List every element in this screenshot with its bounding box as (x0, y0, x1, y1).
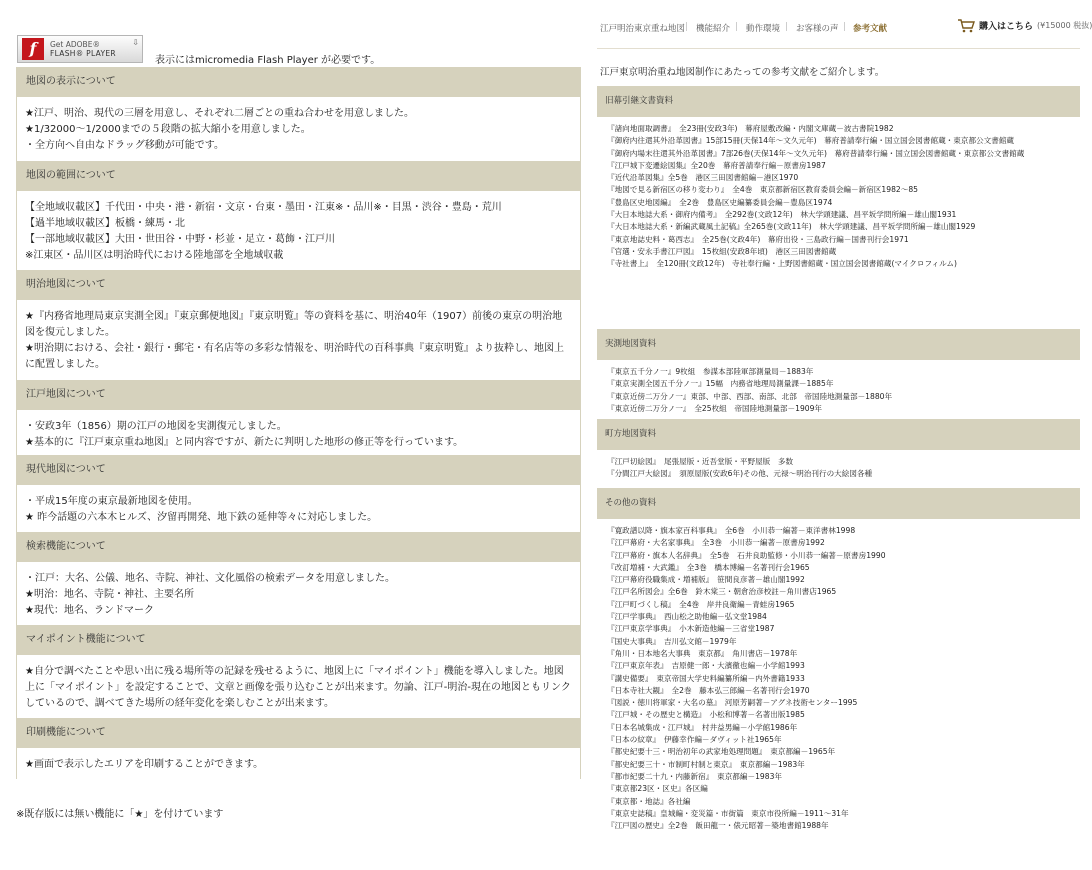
reference-item: 『寺社書上』 全120冊(文政12年) 寺社奉行編・上野図書館蔵・国立国会図書館蔵(マイクロフィルム) (607, 259, 957, 269)
feature-section-heading: 現代地図について (16, 455, 581, 485)
feature-line: ★画面で表示したエリアを印刷することができます。 (25, 759, 264, 770)
reference-category-body (597, 117, 1080, 329)
feature-section-heading: 検索機能について (16, 532, 581, 562)
reference-item: 『分間江戸大絵図』 須原屋版(安政6年)その他、元禄～明治刊行の大絵図各種 (607, 469, 873, 479)
reference-item: 『講史備要』 東京帝国大学史料編纂所編－内外書籍1933 (607, 673, 805, 683)
reference-item: 『江戸東京学事典』 小木新造他編－三省堂1987 (607, 624, 775, 634)
feature-line: ※江東区・品川区は明治時代における陸地部を全地域収載 (25, 250, 284, 261)
feature-line: ★明治：地名、寺院・神社、主要名所 (25, 589, 194, 600)
reference-item: 『日本寺社大観』 全2巻 藤本弘三郎編－名著刊行会1970 (607, 685, 810, 695)
feature-line: ・平成15年度の東京最新地図を使用。 (25, 496, 198, 507)
reference-category-body (597, 519, 1080, 870)
reference-item: 『江戸町づくし稿』 全4巻 岸井良衛編－青蛙房1965 (607, 599, 795, 609)
feature-line: ・江戸：大名、公儀、地名、寺院、神社、文化風俗の検索データを用意しました。 (25, 573, 395, 584)
reference-item: 『御府内往還其外沿革図書』15部15冊(天保14年～文久元年) 幕府普請奉行編・国立国会図書館蔵・東京都公文書館蔵 (607, 136, 1015, 146)
references-intro: 江戸東京明治重ね地図制作にあたっての参考文献をご紹介します。 (600, 67, 885, 78)
feature-line: ・全方向へ自由なドラッグ移動が可能です。 (25, 140, 224, 151)
reference-item: 『東京五千分ノ一』9枚組 参謀本部陸軍部測量局－1883年 (607, 367, 814, 376)
reference-item: 『江戸城下変遷絵図集』全20巻 幕府普請奉行編－原書房1987 (607, 160, 826, 170)
reference-category-body (597, 450, 1080, 488)
reference-category-heading: 町方地図資料 (597, 419, 1080, 450)
nav-item-home[interactable]: 江戸明治東京重ね地図 (600, 24, 686, 34)
reference-item: 『江戸東京年表』 吉原健一郎・大濱徹也編－小学館1993 (607, 661, 805, 671)
reference-item: 『東京地誌史料・葛西志』 全25巻(文政4年) 幕府出役・三島政行編－国書刊行会1971 (607, 234, 909, 244)
reference-item: 『江戸名所図会』全6巻 鈴木棠三・朝倉治彦校註－角川書店1965 (607, 587, 837, 597)
reference-item: 『日本の紋章』 伊藤幸作編－ダヴィット社1965年 (607, 735, 782, 745)
reference-item: 『東京実測全図五千分ノ一』15幅 内務省地理局測量課－1885年 (607, 379, 834, 389)
purchase-price: (¥15000 税抜) (1037, 21, 1092, 30)
nav-item-references[interactable]: 参考文献 (853, 24, 888, 34)
flash-badge-line2: FLASH® PLAYER (50, 49, 116, 58)
references-panel (597, 0, 1092, 848)
nav-separator: | (785, 22, 788, 32)
nav-item-features[interactable]: 機能紹介 (696, 24, 731, 34)
reference-category-body (597, 360, 1080, 419)
reference-item: 『都市紀要二十九・内藤新宿』 東京都編－1983年 (607, 771, 782, 781)
reference-category-heading: 実測地図資料 (597, 329, 1080, 360)
reference-item: 『都史紀要十三・明治初年の武家地処理問題』 東京都編－1965年 (607, 747, 836, 757)
nav-separator: | (843, 22, 846, 32)
feature-line: ・安政3年（1856）期の江戸の地図を実測復元しました。 (25, 421, 287, 432)
feature-section-body (16, 97, 581, 161)
reference-item: 『地図で見る新宿区の移り変わり』 全4巻 東京都新宿区教育委員会編－新宿区1982～85 (607, 185, 918, 195)
feature-section-heading: 印刷機能について (16, 718, 581, 748)
feature-line: ★江戸、明治、現代の三層を用意し、それぞれ二層ごとの重ね合わせを用意しました。 (25, 108, 414, 119)
feature-section-heading: 地図の範囲について (16, 161, 581, 191)
reference-item: 『大日本地誌大系・御府内備考』 全292巻(文政12年) 林大学頭建議、昌平坂学問所編－雄山閣1931 (607, 210, 957, 220)
nav-item-voices[interactable]: お客様の声 (796, 24, 839, 34)
feature-section-body (16, 410, 581, 455)
reference-item: 『図説・徳川将軍家・大名の墓』 河原芳嗣著－アグネ技術センター1995 (607, 698, 858, 708)
reference-item: 『江戸城・その歴史と構造』 小松和博著－名著出版1985 (607, 710, 805, 720)
reference-item: 『官選・安永手書江戸図』 15枚組(安政8年頃) 港区三田図書館蔵 (607, 246, 837, 256)
feature-section-heading: マイポイント機能について (16, 625, 581, 655)
reference-category-heading: その他の資料 (597, 488, 1080, 519)
reference-item: 『東京近傍二万分ノ一』東部、中部、西部、南部、北部 帝国陸地測量部－1880年 (607, 391, 893, 401)
flash-badge-line1: Get ADOBE® (50, 40, 100, 49)
reference-item: 『東京都・地誌』各社編 (607, 796, 691, 806)
reference-item: 『東京都23区・区史』各区編 (607, 784, 708, 794)
shopping-cart-icon (957, 18, 975, 33)
flash-logo-icon: f (22, 38, 44, 60)
purchase-link[interactable] (957, 18, 1092, 33)
top-navigation (597, 0, 1092, 49)
reference-item: 『国史大事典』 吉川弘文館－1979年 (607, 636, 737, 646)
flash-requirement-text: 表示にはmicromedia Flash Player が必要です。 (155, 55, 381, 66)
feature-section-body (16, 485, 581, 532)
feature-line: 【過半地域収載区】板橋・練馬・北 (25, 218, 185, 229)
purchase-label: 購入はこちら (979, 22, 1034, 32)
reference-item: 『都史紀要三十・市制町村制と東京』 東京都編－1983年 (607, 759, 805, 769)
feature-section-body (16, 300, 581, 380)
reference-item: 『近代沿革図集』全5巻 港区三田図書館編－港区1970 (607, 173, 799, 183)
nav-item-requirements[interactable]: 動作環境 (746, 24, 781, 34)
download-arrow-icon: ⇩ (132, 38, 139, 47)
reference-item: 『江戸切絵図』 尾張屋版・近吾堂版・平野屋版 多数 (607, 457, 794, 466)
reference-item: 『改訂増補・大武鑑』 全3巻 橋本博編－名著刊行会1965 (607, 562, 810, 572)
feature-line: ★ 昨今話題の六本木ヒルズ、汐留再開発、地下鉄の延伸等々に対応しました。 (25, 512, 378, 523)
feature-section-heading: 地図の表示について (16, 67, 581, 97)
reference-item: 『角川・日本地名大事典 東京都』 角川書店－1978年 (607, 648, 798, 658)
reference-item: 『江戸図の歴史』全2巻 飯田龍一・俵元昭著－築地書館1988年 (607, 821, 829, 831)
feature-section-body (16, 562, 581, 625)
feature-line: ★自分で調べたことや思い出に残る場所等の記録を残せるように、地図上に「マイポイント」機能を導入しました。地図上に「マイポイント」を設定することで、文章と画像を張り込むことが出来ます。勿論、江戸-明治-現在の地図ともリンクしているので、調べてきた場所の経年変化を楽しむことが出来ます。 (25, 666, 571, 709)
feature-section-body (16, 655, 581, 718)
feature-section-body (16, 191, 581, 270)
feature-section-heading: 明治地図について (16, 270, 581, 300)
feature-line: ★現代：地名、ランドマーク (25, 605, 154, 616)
reference-item: 『諸向地面取調書』 全23冊(安政3年) 幕府屋敷改編・内閣文庫蔵－波古書院1982 (607, 124, 894, 133)
nav-separator: | (735, 22, 738, 32)
feature-section-body (16, 748, 581, 779)
nav-separator: | (685, 22, 688, 32)
footnote: ※既存版には無い機能に「★」を付けています (16, 809, 224, 820)
feature-line: ★『内務省地理局東京実測全図』『東京郵便地図』『東京明覧』等の資料を基に、明治40年（1907）前後の東京の明治地図を復元しました。 (25, 311, 563, 338)
feature-line: 【一部地域収載区】大田・世田谷・中野・杉並・足立・葛飾・江戸川 (25, 234, 335, 245)
reference-item: 『御府内場末往還其外沿革図書』7部26巻(天保14年～文久元年) 幕府普請奉行編・国立国会図書館蔵・東京都公文書館蔵 (607, 148, 1025, 158)
reference-item: 『東京近傍二万分ノ一』 全25枚組 帝国陸地測量部－1909年 (607, 403, 823, 413)
get-flash-player-badge[interactable] (17, 35, 143, 63)
reference-item: 『江戸学事典』 西山松之助他編－弘文堂1984 (607, 612, 767, 622)
reference-item: 『江戸幕府・旗本人名辞典』 全5巻 石井良助監修・小川恭一編著－原書房1990 (607, 550, 886, 560)
reference-item: 『寛政譜以降・旗本家百科事典』 全6巻 小川恭一編著－東洋書林1998 (607, 526, 856, 535)
reference-item: 『大日本地誌大系・新編武蔵風土記稿』全265巻(文政11年) 林大学頭建議、昌平坂学問所編－雄山閣1929 (607, 222, 976, 232)
reference-category-heading: 旧幕引継文書資料 (597, 86, 1080, 117)
feature-line: 【全地域収載区】千代田・中央・港・新宿・文京・台東・墨田・江東※・品川※・目黒・渋谷・豊島・荒川 (25, 202, 502, 213)
feature-line: ★明治期における、会社・銀行・郵宅・有名店等の多彩な情報を、明治時代の百科事典『東京明覧』より抜粋し、地図上に配置しました。 (25, 343, 564, 370)
reference-item: 『江戸幕府・大名家事典』 全3巻 小川恭一編著－原書房1992 (607, 538, 825, 548)
reference-item: 『東京史誌稿』皇城編・変災篇・市街篇 東京市役所編－1911～31年 (607, 808, 849, 818)
reference-item: 『江戸幕府役職集成・増補版』 笹間良彦著－雄山閣1992 (607, 575, 805, 585)
feature-line: ★1/32000～1/2000までの５段階の拡大縮小を用意しました。 (25, 124, 311, 135)
reference-list (597, 86, 1080, 870)
feature-section-heading: 江戸地図について (16, 380, 581, 410)
reference-item: 『日本名城集成・江戸城』 村井益男編－小学館1986年 (607, 722, 798, 732)
reference-item: 『豊島区史地図編』 全2巻 豊島区史編纂委員会編－豊島区1974 (607, 197, 833, 207)
feature-line: ★基本的に『江戸東京重ね地図』と同内容ですが、新たに判明した地形の修正等を行っています。 (25, 437, 464, 448)
feature-list (16, 67, 581, 779)
